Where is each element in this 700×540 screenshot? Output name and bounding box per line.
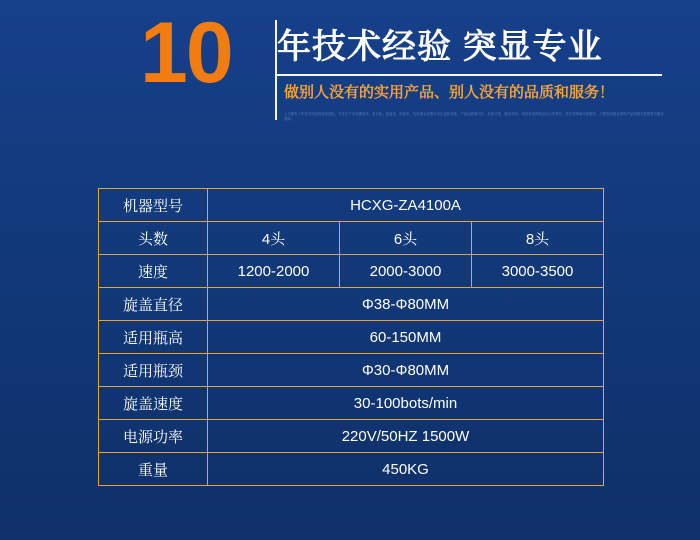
header-banner	[0, 0, 700, 150]
row-label: 电源功率	[99, 420, 208, 453]
banner-content	[0, 0, 700, 150]
row-value: 4头	[208, 222, 340, 255]
row-value: Φ38-Φ80MM	[208, 288, 604, 321]
row-value: HCXG-ZA4100A	[208, 189, 604, 222]
row-value: Φ30-Φ80MM	[208, 354, 604, 387]
row-value: 6头	[340, 222, 472, 255]
row-value: 60-150MM	[208, 321, 604, 354]
row-label: 速度	[99, 255, 208, 288]
row-label: 机器型号	[99, 189, 208, 222]
banner-headline: 年技术经验 突显专业	[277, 28, 603, 66]
row-value: 1200-2000	[208, 255, 340, 288]
row-label: 适用瓶高	[99, 321, 208, 354]
row-value: 30-100bots/min	[208, 387, 604, 420]
table-row	[99, 453, 604, 486]
table-row	[99, 222, 604, 255]
row-value: 3000-3500	[472, 255, 604, 288]
table-row	[99, 354, 604, 387]
row-label: 旋盖速度	[99, 387, 208, 420]
table-row	[99, 189, 604, 222]
banner-horizontal-divider	[277, 74, 662, 76]
spec-table-body	[99, 189, 604, 486]
banner-subline: 做别人没有的实用产品、别人没有的品质和服务！	[284, 84, 615, 101]
spec-table-wrapper	[98, 188, 604, 486]
years-number: 10	[140, 5, 232, 101]
row-label: 头数	[99, 222, 208, 255]
row-value: 220V/50HZ 1500W	[208, 420, 604, 453]
banner-fineprint: 公司拥有十年技术经验的研发团队，专业生产各类灌装机、封口机、旋盖机、贴标机、包装流水线等自动化包装设备，产品远销海内外，品质可靠，服务周到，欢迎来电咨询洽谈合作事宜，我们将竭诚为您服务，为您提供最优质的产品和最完善的售后服务保障。	[284, 112, 664, 122]
spec-table	[98, 188, 604, 486]
table-row	[99, 321, 604, 354]
row-value: 8头	[472, 222, 604, 255]
row-label: 重量	[99, 453, 208, 486]
table-row	[99, 387, 604, 420]
table-row	[99, 420, 604, 453]
table-row	[99, 288, 604, 321]
row-value: 2000-3000	[340, 255, 472, 288]
table-row	[99, 255, 604, 288]
row-label: 旋盖直径	[99, 288, 208, 321]
row-label: 适用瓶颈	[99, 354, 208, 387]
row-value: 450KG	[208, 453, 604, 486]
